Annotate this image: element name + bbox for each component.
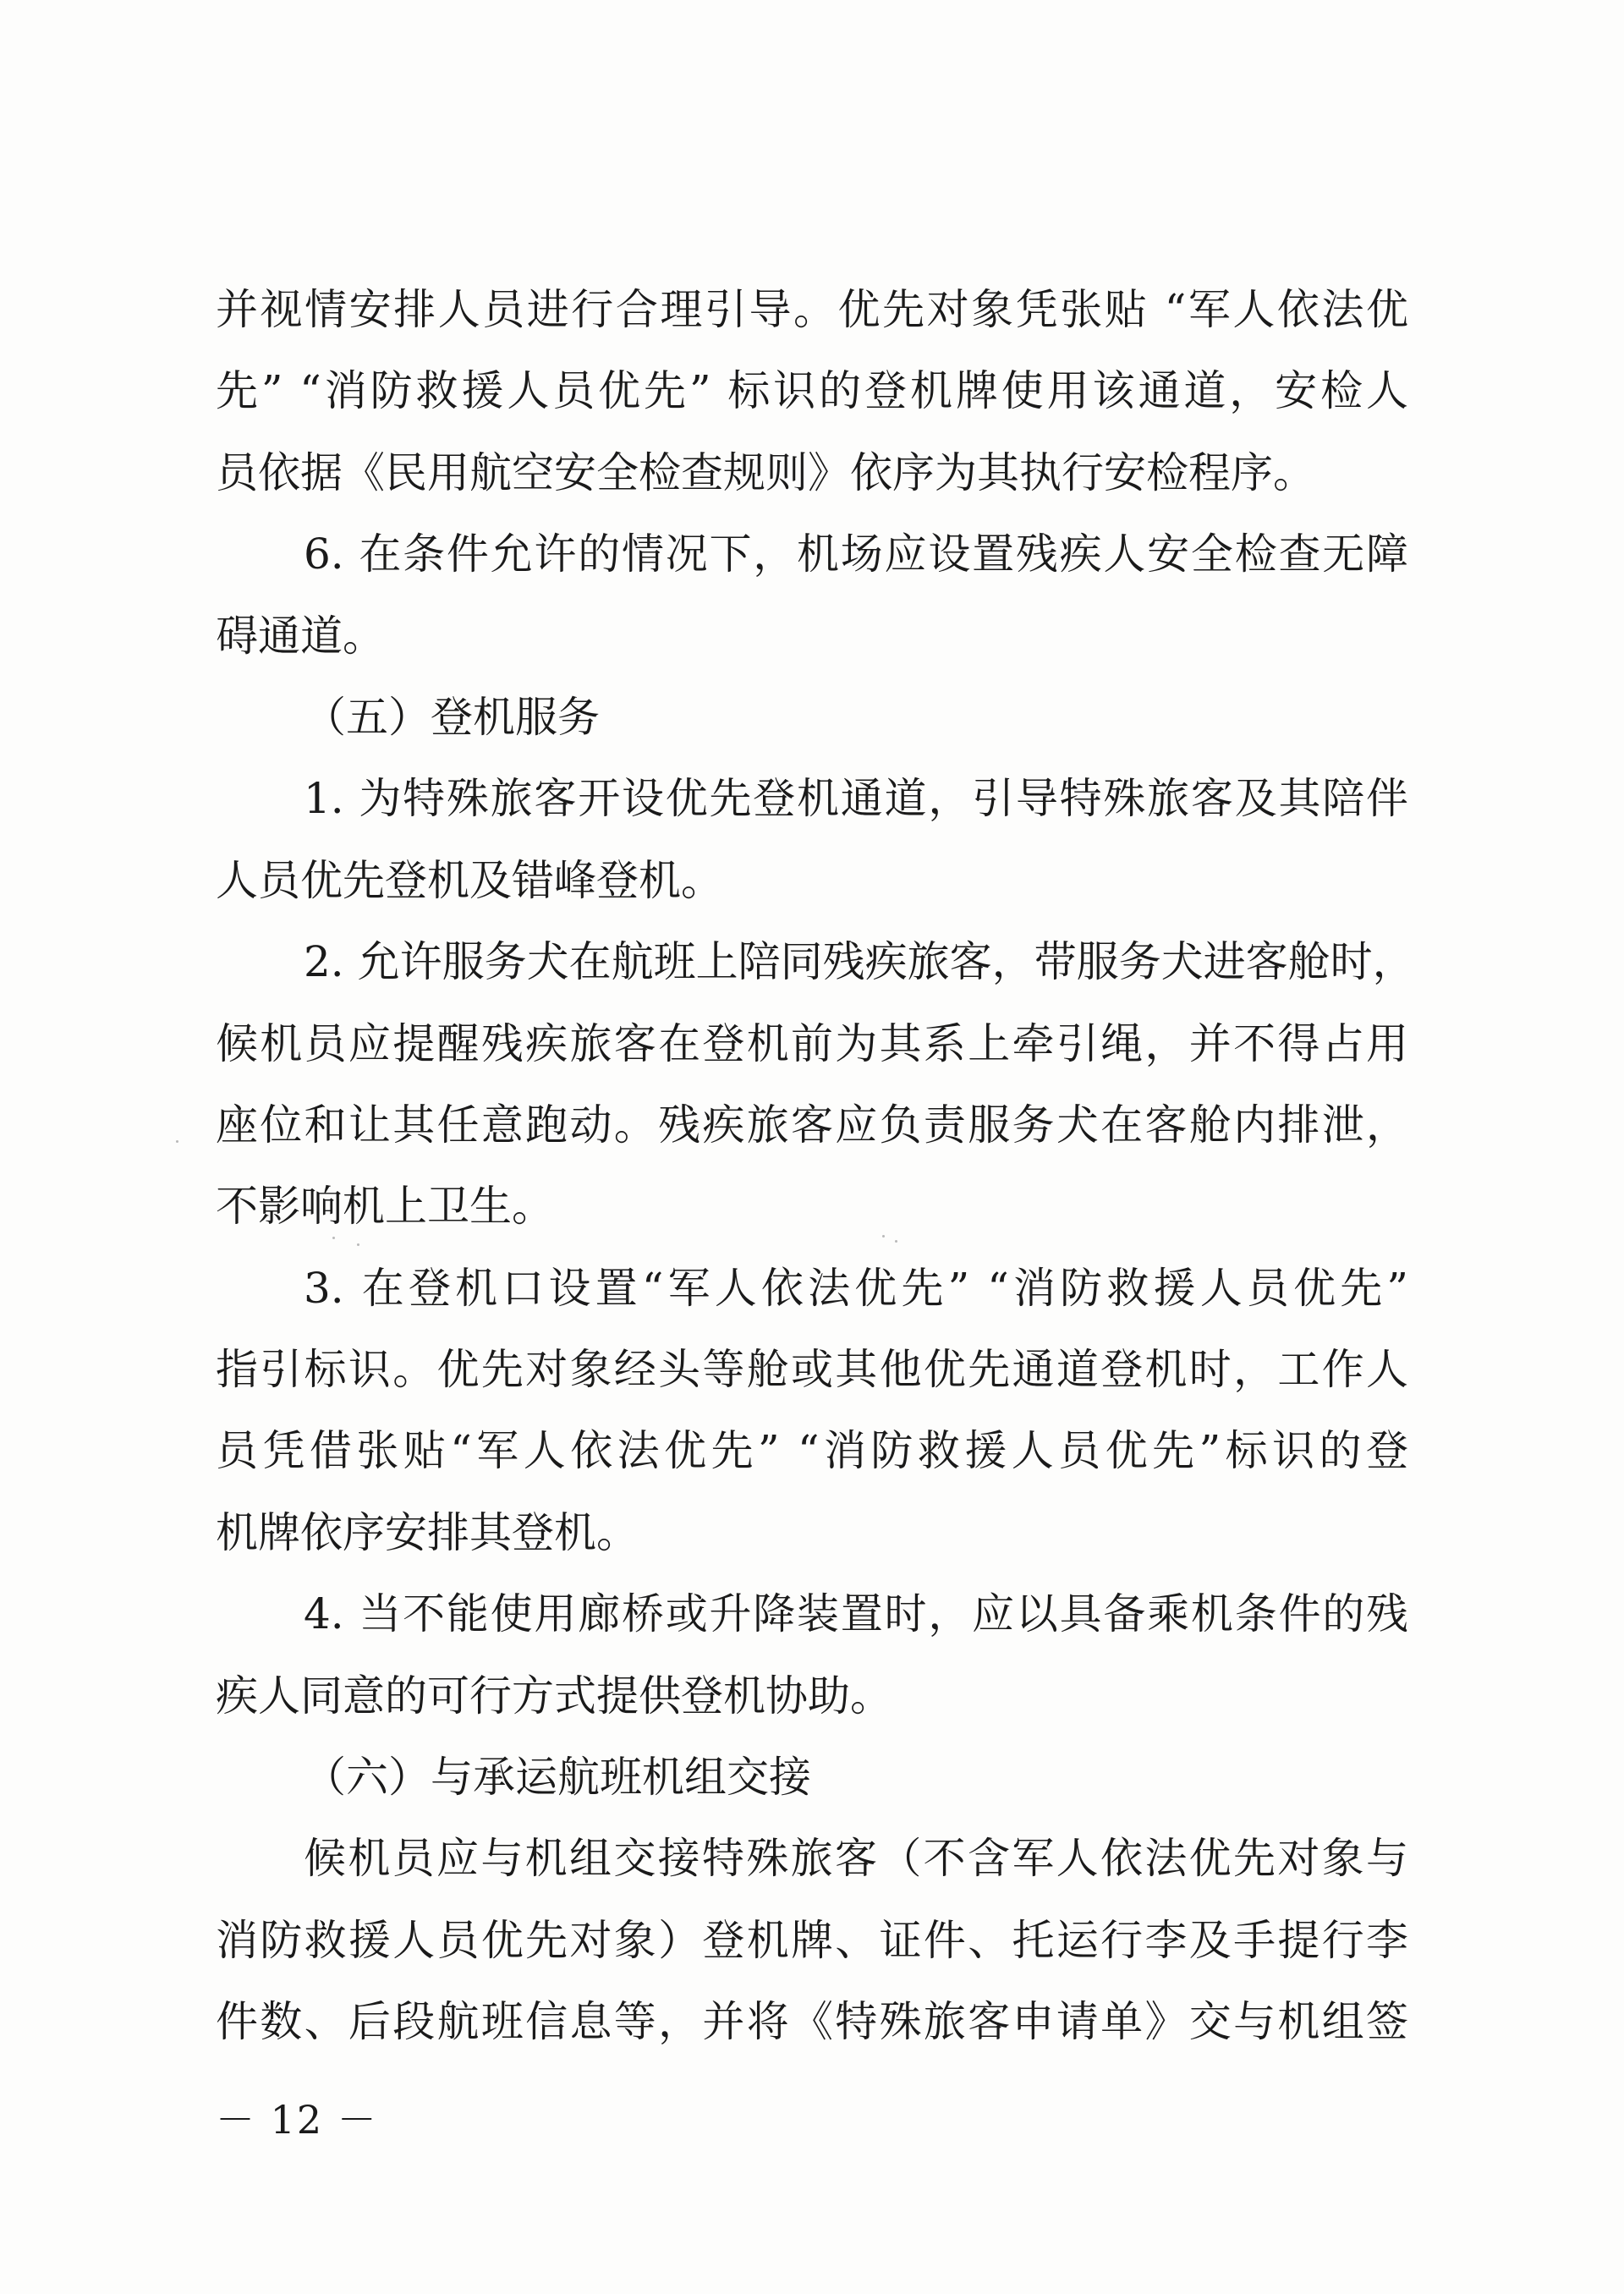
text-line: 6. 在条件允许的情况下，机场应设置残疾人安全检查无障 [304, 530, 1408, 579]
text-line: 先” “消防救援人员优先” 标识的登机牌使用该通道，安检人 [216, 366, 1408, 416]
text-line: 候机员应提醒残疾旅客在登机前为其系上牵引绳，并不得占用 [216, 1018, 1408, 1068]
text-line: 员依据《民用航空安全检查规则》依序为其执行安检程序。 [216, 447, 1315, 497]
text-line: 人员优先登机及错峰登机。 [216, 855, 723, 905]
section-heading: （五）登机服务 [304, 692, 600, 742]
text-line: 件数、后段航班信息等，并将《特殊旅客申请单》交与机组签 [216, 1997, 1408, 2047]
text-line: 座位和让其任意跑动。残疾旅客应负责服务犬在客舱内排泄， [216, 1100, 1408, 1150]
text-line: 1. 为特殊旅客开设优先登机通道，引导特殊旅客及其陪伴 [304, 774, 1408, 824]
text-line: 疾人同意的可行方式提供登机协助。 [216, 1671, 892, 1720]
text-line: 消防救援人员优先对象）登机牌、证件、托运行李及手提行李 [216, 1915, 1408, 1965]
text-line: 4. 当不能使用廊桥或升降装置时，应以具备乘机条件的残 [304, 1589, 1408, 1639]
scan-speck [357, 1243, 359, 1246]
scan-speck [176, 1140, 178, 1143]
scan-speck [895, 1240, 897, 1243]
text-line: 员凭借张贴“军人依法优先” “消防救援人员优先”标识的登 [216, 1426, 1408, 1476]
text-line: 3. 在登机口设置“军人依法优先” “消防救援人员优先” [304, 1263, 1408, 1313]
scan-speck [332, 1237, 335, 1239]
text-line: 指引标识。优先对象经头等舱或其他优先通道登机时，工作人 [216, 1345, 1408, 1395]
section-heading: （六）与承运航班机组交接 [304, 1753, 811, 1803]
text-line: 并视情安排人员进行合理引导。优先对象凭张贴 “军人依法优 [216, 285, 1408, 334]
text-line: 2. 允许服务犬在航班上陪同残疾旅客，带服务犬进客舱时， [304, 937, 1415, 987]
text-line: 不影响机上卫生。 [216, 1182, 554, 1232]
document-body [216, 269, 1415, 2063]
scan-speck [882, 1235, 885, 1238]
text-line: 机牌依序安排其登机。 [216, 1507, 639, 1557]
text-line: 候机员应与机组交接特殊旅客（不含军人依法优先对象与 [304, 1834, 1408, 1884]
page-number: － 12 － [216, 2097, 378, 2143]
text-line: 碍通道。 [216, 611, 385, 661]
